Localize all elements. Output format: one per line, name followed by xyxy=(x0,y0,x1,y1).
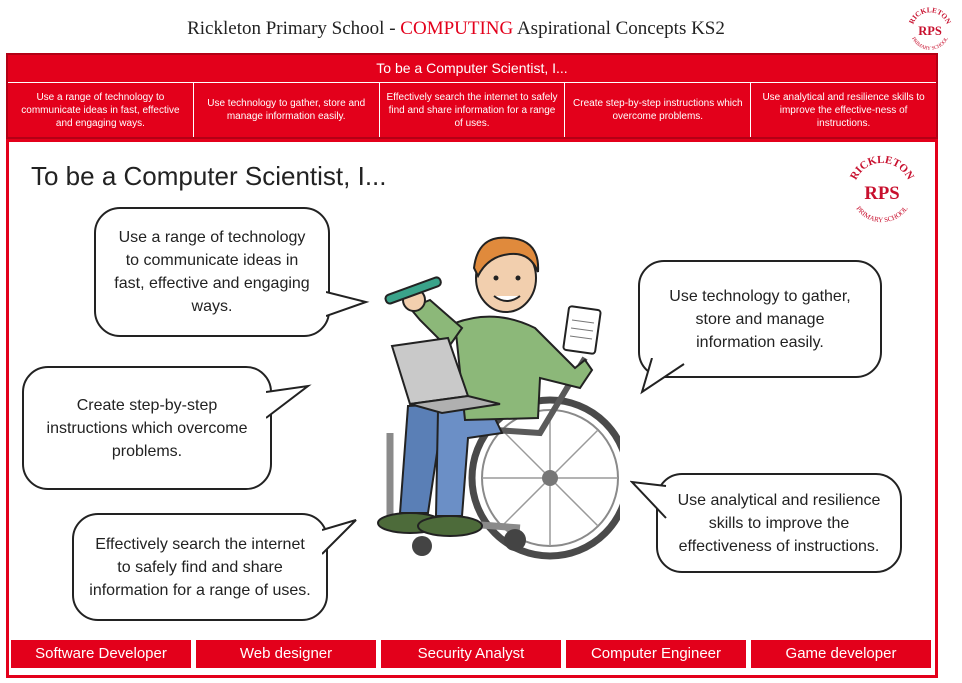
title-suffix: Aspirational Concepts KS2 xyxy=(513,18,725,39)
bubble-communicate-text: Use a range of technology to communicate ideas in fast, effective and engaging ways. xyxy=(114,229,310,315)
wheelchair-student-illustration xyxy=(370,228,620,568)
panel-title: To be a Computer Scientist, I... xyxy=(31,161,387,191)
bubble-tail-analytical xyxy=(630,478,670,524)
banner-cell-instructions: Create step-by-step instructions which overcome problems. xyxy=(565,83,751,137)
title-accent: COMPUTING xyxy=(400,18,514,39)
role-game-developer[interactable]: Game developer xyxy=(751,640,931,668)
banner-cell-search: Effectively search the internet to safely find and share information for a range of uses. xyxy=(380,83,566,137)
banner-cells xyxy=(8,83,936,137)
bubble-search xyxy=(72,513,328,621)
bubble-tail-instructions xyxy=(266,384,312,424)
bubble-search-text: Effectively search the internet to safely find and share information for a range of uses. xyxy=(89,535,311,599)
logo-monogram: RPS xyxy=(918,24,942,39)
bubble-tail-search xyxy=(322,518,360,562)
banner-heading: To be a Computer Scientist, I... xyxy=(8,55,936,83)
bubble-gather-text: Use technology to gather, store and manage information easily. xyxy=(669,287,851,351)
bubble-tail-communicate xyxy=(326,288,370,322)
banner-cell-communicate: Use a range of technology to communicate ideas in fast, effective and engaging ways. xyxy=(8,83,194,137)
svg-text:RICKLETON xyxy=(848,154,916,182)
svg-text:PRIMARY SCHOOL xyxy=(854,205,909,225)
school-logo-small xyxy=(904,4,956,56)
career-roles xyxy=(11,640,931,668)
role-computer-engineer[interactable]: Computer Engineer xyxy=(566,640,746,668)
bubble-instructions-text: Create step-by-step instructions which overcome problems. xyxy=(46,396,248,460)
logo-large-bottom-text: PRIMARY SCHOOL xyxy=(854,204,910,225)
aspiration-banner xyxy=(6,53,938,139)
bubble-tail-gather xyxy=(640,358,690,396)
role-security-analyst[interactable]: Security Analyst xyxy=(381,640,561,668)
role-web-designer[interactable]: Web designer xyxy=(196,640,376,668)
banner-cell-gather: Use technology to gather, store and manage information easily. xyxy=(194,83,380,137)
role-software-developer[interactable]: Software Developer xyxy=(11,640,191,668)
school-logo-large xyxy=(843,152,921,230)
logo-bottom-text: PRIMARY SCHOOL xyxy=(910,36,950,52)
bubble-communicate xyxy=(94,207,330,337)
bubble-instructions xyxy=(22,366,272,490)
bubble-analytical xyxy=(656,473,902,573)
banner-cell-analytical: Use analytical and resilience skills to improve the effective-ness of instructions. xyxy=(762,91,925,129)
logo-large-monogram: RPS xyxy=(864,182,900,204)
page-title xyxy=(0,18,912,40)
logo-top-text: RICKLETON xyxy=(907,6,953,26)
title-prefix: Rickleton Primary School - xyxy=(187,18,401,39)
logo-large-top-text: RICKLETON xyxy=(847,153,917,182)
bubble-analytical-text: Use analytical and resilience skills to improve the effectiveness of instructions. xyxy=(677,491,881,555)
